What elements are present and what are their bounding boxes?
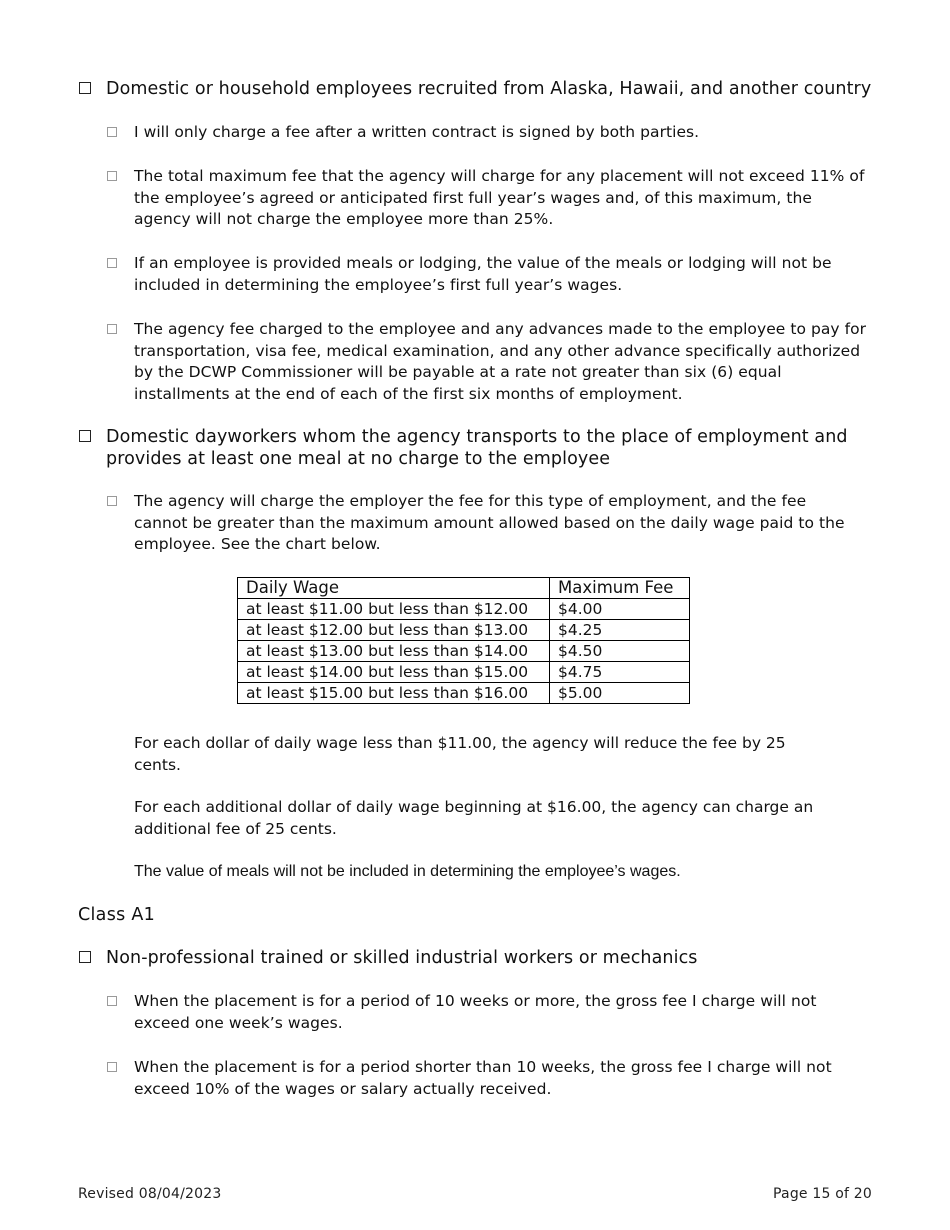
maximum-fee-cell: $5.00 [550,683,690,704]
list-item [107,122,872,144]
class-heading: Class A1 [78,905,156,925]
checkbox-domestic-household[interactable] [79,82,91,94]
checkbox-employer-fee[interactable] [107,496,117,506]
section-domestic-household [79,78,879,100]
section-title: Non-professional trained or skilled industrial workers or mechanics [106,948,698,968]
daily-wage-cell: at least $14.00 but less than $15.00 [238,662,550,683]
list-item [107,319,872,405]
item-text: When the placement is for a period shorter than 10 weeks, the gross fee I charge will not exceed 10% of the wages or salary actually received. [134,1058,832,1098]
checkbox-max-fee[interactable] [107,171,117,181]
section-class-a1 [79,947,879,969]
item-text: I will only charge a fee after a written contract is signed by both parties. [134,123,700,141]
note-meals-value: The value of meals will not be included in determining the employee’s wages. [134,863,681,880]
table-row [238,683,690,704]
maximum-fee-cell: $4.25 [550,620,690,641]
section-title: Domestic or household employees recruited from Alaska, Hawaii, and another country [106,79,872,99]
revised-date: Revised 08/04/2023 [78,1186,222,1202]
table-row [238,641,690,662]
item-text: The agency will charge the employer the fee for this type of employment, and the fee cannot be greater than the maximum amount allowed based on the daily wage paid to the employee. See the chart below. [134,492,845,553]
checkbox-shorter-than-ten-weeks[interactable] [107,1062,117,1072]
checkbox-meals-lodging[interactable] [107,258,117,268]
note-fee-reduction: For each dollar of daily wage less than $11.00, the agency will reduce the fee by 25 cents. [134,734,786,774]
table-row [238,662,690,683]
checkbox-installments[interactable] [107,324,117,334]
section-domestic-dayworkers [79,426,879,470]
table-row [238,599,690,620]
column-header-maximum-fee: Maximum Fee [550,578,690,599]
list-item [107,491,872,556]
daily-wage-cell: at least $15.00 but less than $16.00 [238,683,550,704]
maximum-fee-cell: $4.00 [550,599,690,620]
column-header-daily-wage: Daily Wage [238,578,550,599]
checkbox-ten-weeks-or-more[interactable] [107,996,117,1006]
item-text: The agency fee charged to the employee and any advances made to the employee to pay for transportation, visa fee, medical examination, and any other advance specifically authorized by the DCWP Commissioner will be payable at a rate not greater than six (6) equal installments at the end of each of the first six months of employment. [134,320,867,403]
maximum-fee-cell: $4.50 [550,641,690,662]
item-text: The total maximum fee that the agency will charge for any placement will not exceed 11% of the employee’s agreed or anticipated first full year’s wages and, of this maximum, the agency will not charge the employee more than 25%. [134,167,865,228]
page-number: Page 15 of 20 [773,1186,872,1202]
item-text: If an employee is provided meals or lodging, the value of the meals or lodging will not be included in determining the employee’s first full year’s wages. [134,254,832,294]
note-additional-fee: For each additional dollar of daily wage beginning at $16.00, the agency can charge an additional fee of 25 cents. [134,798,814,838]
list-item [107,1057,872,1100]
list-item [107,253,872,296]
daily-wage-cell: at least $12.00 but less than $13.00 [238,620,550,641]
fee-table [237,577,690,704]
checkbox-industrial-workers[interactable] [79,951,91,963]
checkbox-written-contract[interactable] [107,127,117,137]
daily-wage-cell: at least $11.00 but less than $12.00 [238,599,550,620]
table-row [238,620,690,641]
list-item [107,166,872,231]
daily-wage-cell: at least $13.00 but less than $14.00 [238,641,550,662]
table-header-row [238,578,690,599]
maximum-fee-cell: $4.75 [550,662,690,683]
section-title: Domestic dayworkers whom the agency transports to the place of employment and provides at least one meal at no charge to the employee [106,427,848,469]
list-item [107,991,872,1034]
checkbox-domestic-dayworkers[interactable] [79,430,91,442]
item-text: When the placement is for a period of 10 weeks or more, the gross fee I charge will not exceed one week’s wages. [134,992,817,1032]
